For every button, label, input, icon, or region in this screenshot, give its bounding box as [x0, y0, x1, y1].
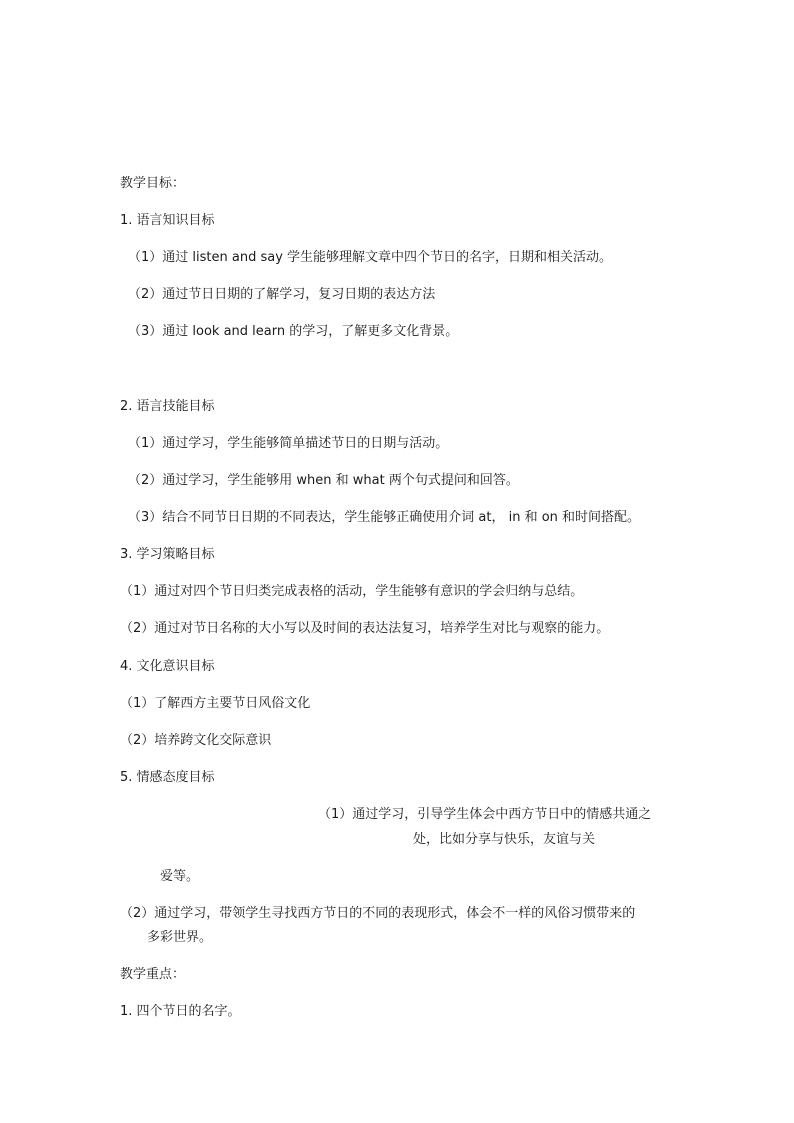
- section4-item-1: （1）了解西方主要节日风俗文化: [120, 696, 311, 711]
- section5-item-2-part-1: （2）通过学习，带领学生寻找西方节日的不同的表现形式，体会不一样的风俗习惯带来的: [120, 906, 636, 921]
- section2-item-1: （1）通过学习，学生能够简单描述节日的日期与活动。: [128, 436, 449, 451]
- section1-item-1: （1）通过 listen and say 学生能够理解文章中四个节日的名字，日期和相关活动。: [128, 250, 613, 265]
- section2-title: 2. 语言技能目标: [120, 399, 215, 414]
- section5-title: 5. 情感态度目标: [120, 770, 215, 785]
- key-points-heading: 教学重点：: [120, 967, 186, 982]
- section4-item-2: （2）培养跨文化交际意识: [120, 733, 272, 748]
- section1-item-2: （2）通过节日日期的了解学习，复习日期的表达方法: [128, 287, 436, 302]
- section5-item-1-part-1: （1）通过学习，引导学生体会中西方节日中的情感共通之: [318, 807, 652, 822]
- section2-item-2: （2）通过学习，学生能够用 when 和 what 两个句式提问和回答。: [128, 473, 519, 488]
- section5-item-1-part-2: 处，比如分享与快乐，友谊与关: [413, 832, 596, 847]
- section5-item-1-part-3: 爱等。: [160, 869, 200, 884]
- section3-item-2: （2）通过对节日名称的大小写以及时间的表达法复习，培养学生对比与观察的能力。: [120, 621, 610, 636]
- section1-title: 1. 语言知识目标: [120, 213, 215, 228]
- section4-title: 4. 文化意识目标: [120, 659, 215, 674]
- section3-title: 3. 学习策略目标: [120, 547, 215, 562]
- section1-item-3: （3）通过 look and learn 的学习，了解更多文化背景。: [128, 324, 459, 339]
- section2-item-3: （3）结合不同节日日期的不同表达，学生能够正确使用介词 at， in 和 on 和时间搭配。: [128, 510, 641, 525]
- objectives-heading: 教学目标：: [120, 176, 186, 191]
- key-point-1: 1. 四个节日的名字。: [120, 1004, 241, 1019]
- section3-item-1: （1）通过对四个节日归类完成表格的活动，学生能够有意识的学会归纳与总结。: [120, 584, 584, 599]
- section5-item-2-part-2: 多彩世界。: [147, 930, 213, 945]
